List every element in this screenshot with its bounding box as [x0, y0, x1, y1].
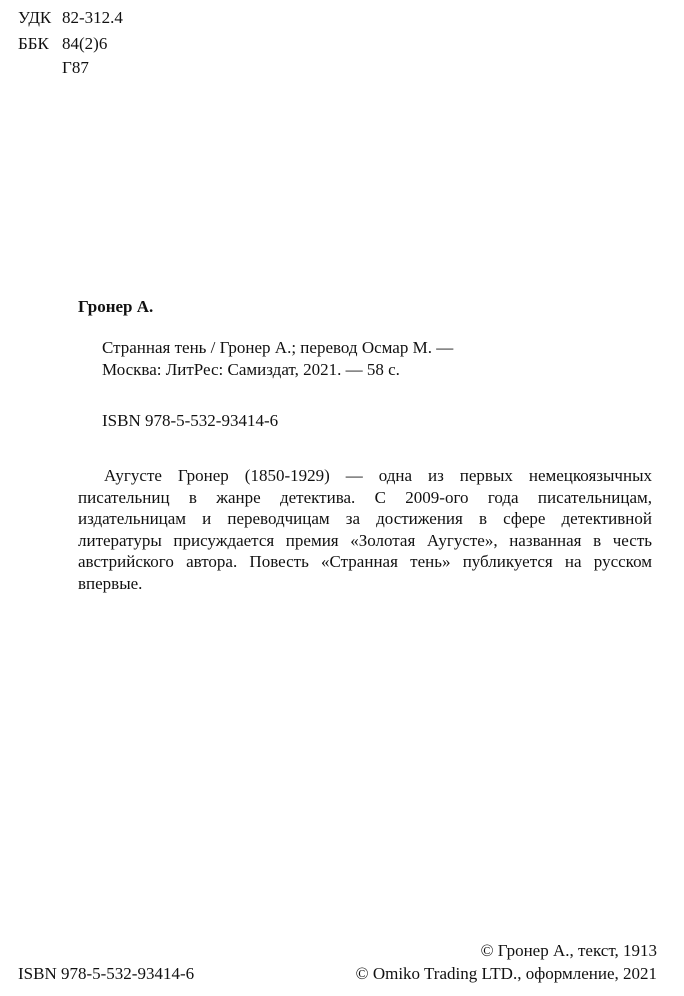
bbk-label: ББК — [18, 34, 49, 53]
annotation-line: австрийского автора. Повесть «Странная тень» публикуется на русском — [78, 552, 652, 571]
isbn-footer: ISBN 978-5-532-93414-6 — [18, 964, 195, 983]
title-responsibility-line: Странная тень / Гронер А.; перевод Осмар М. — — [102, 338, 454, 357]
bbk-value: 84(2)6 — [62, 34, 108, 53]
annotation-line: издательницам и переводчицам за достижения в сфере детективной — [78, 509, 652, 528]
annotation-line: впервые. — [78, 573, 143, 593]
annotation-paragraph — [78, 465, 652, 594]
author-sign: Г87 — [62, 58, 89, 77]
copyright-text: © Гронер А., текст, 1913 — [480, 941, 657, 960]
annotation-line: литературы присуждается премия «Золотая Аугусте», названная в честь — [78, 530, 652, 550]
publication-line: Москва: ЛитРес: Самиздат, 2021. — 58 с. — [102, 360, 400, 379]
annotation-line: писательниц в жанре детектива. С 2009-ого года писательницам, — [78, 487, 652, 507]
udk-label: УДК — [18, 8, 52, 27]
author-heading: Гронер А. — [78, 297, 154, 316]
udk-value: 82-312.4 — [62, 8, 123, 27]
annotation-line: Аугусте Гронер (1850-1929) — одна из первых немецкоязычных — [104, 466, 652, 485]
copyright-design: © Omiko Trading LTD., оформление, 2021 — [355, 964, 657, 983]
isbn-record: ISBN 978-5-532-93414-6 — [102, 411, 279, 430]
